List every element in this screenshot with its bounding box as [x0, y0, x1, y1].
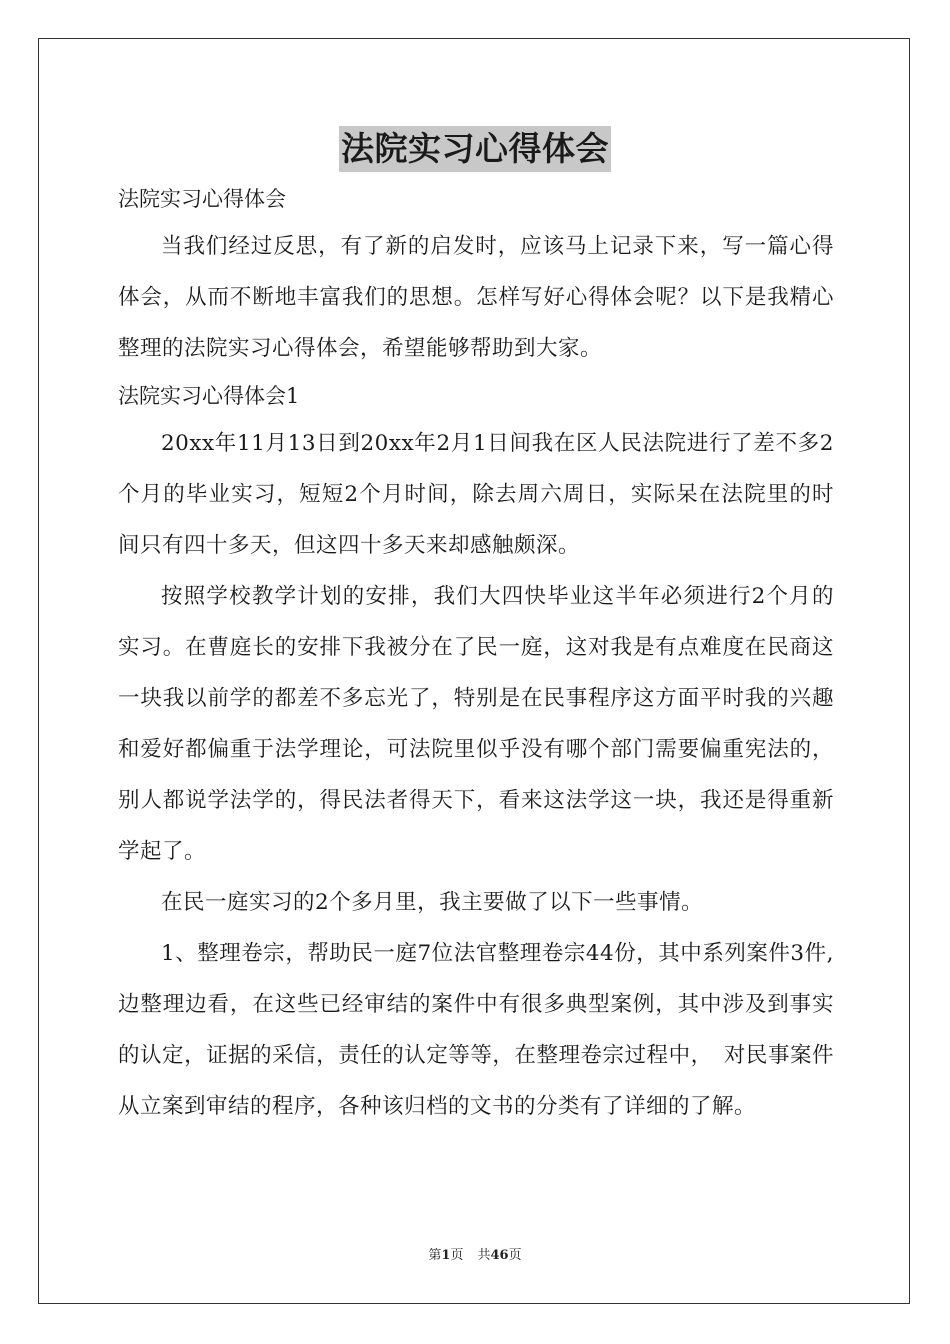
current-page-number: 1 [441, 1248, 451, 1263]
section-heading: 法院实习心得体会 [118, 187, 286, 211]
page-label-prefix: 第 [428, 1248, 442, 1263]
title-area [0, 126, 950, 172]
body-paragraph: 在民一庭实习的2个多月里，我主要做了以下一些事情。 [161, 890, 704, 915]
document-body [118, 177, 834, 1132]
page-footer [0, 1247, 950, 1265]
section-heading-1: 法院实习心得体会1 [118, 384, 300, 408]
document-title: 法院实习心得体会 [339, 126, 611, 172]
body-paragraph: 20xx年11月13日到20xx年2月1日间我在区人民法院进行了差不多2个月的毕业实习，短短2个月时间，除去周六周日，实际呆在法院里的时间只有四十多天，但这四十多天来却感触颇深。 [118, 431, 834, 558]
page-label-suffix: 页 [450, 1248, 464, 1263]
body-paragraph: 按照学校教学计划的安排，我们大四快毕业这半年必须进行2个月的实习。在曹庭长的安排下我被分在了民一庭，这对我是有点难度在民商这一块我以前学的都差不多忘光了，特别是在民事程序这方面平时我的兴趣和爱好都偏重于法学理论，可法院里似乎没有哪个部门需要偏重宪法的，别人都说学法学的，得民法者得天下，看来这法学这一块，我还是得重新学起了。 [118, 584, 834, 864]
total-label-prefix: 共 [477, 1248, 491, 1263]
total-label-suffix: 页 [508, 1248, 522, 1263]
body-paragraph: 1、整理卷宗，帮助民一庭7位法官整理卷宗44份，其中系列案件3件,边整理边看，在这些已经审结的案件中有很多典型案例，其中涉及到事实的认定，证据的采信，责任的认定等等，在整理卷宗过程中， 对民事案件从立案到审结的程序，各种该归档的文书的分类有了详细的了解。 [118, 941, 834, 1119]
intro-paragraph: 当我们经过反思，有了新的启发时，应该马上记录下来，写一篇心得体会，从而不断地丰富我们的思想。怎样写好心得体会呢？以下是我精心整理的法院实习心得体会，希望能够帮助到大家。 [118, 234, 834, 361]
total-pages-number: 46 [490, 1248, 509, 1263]
